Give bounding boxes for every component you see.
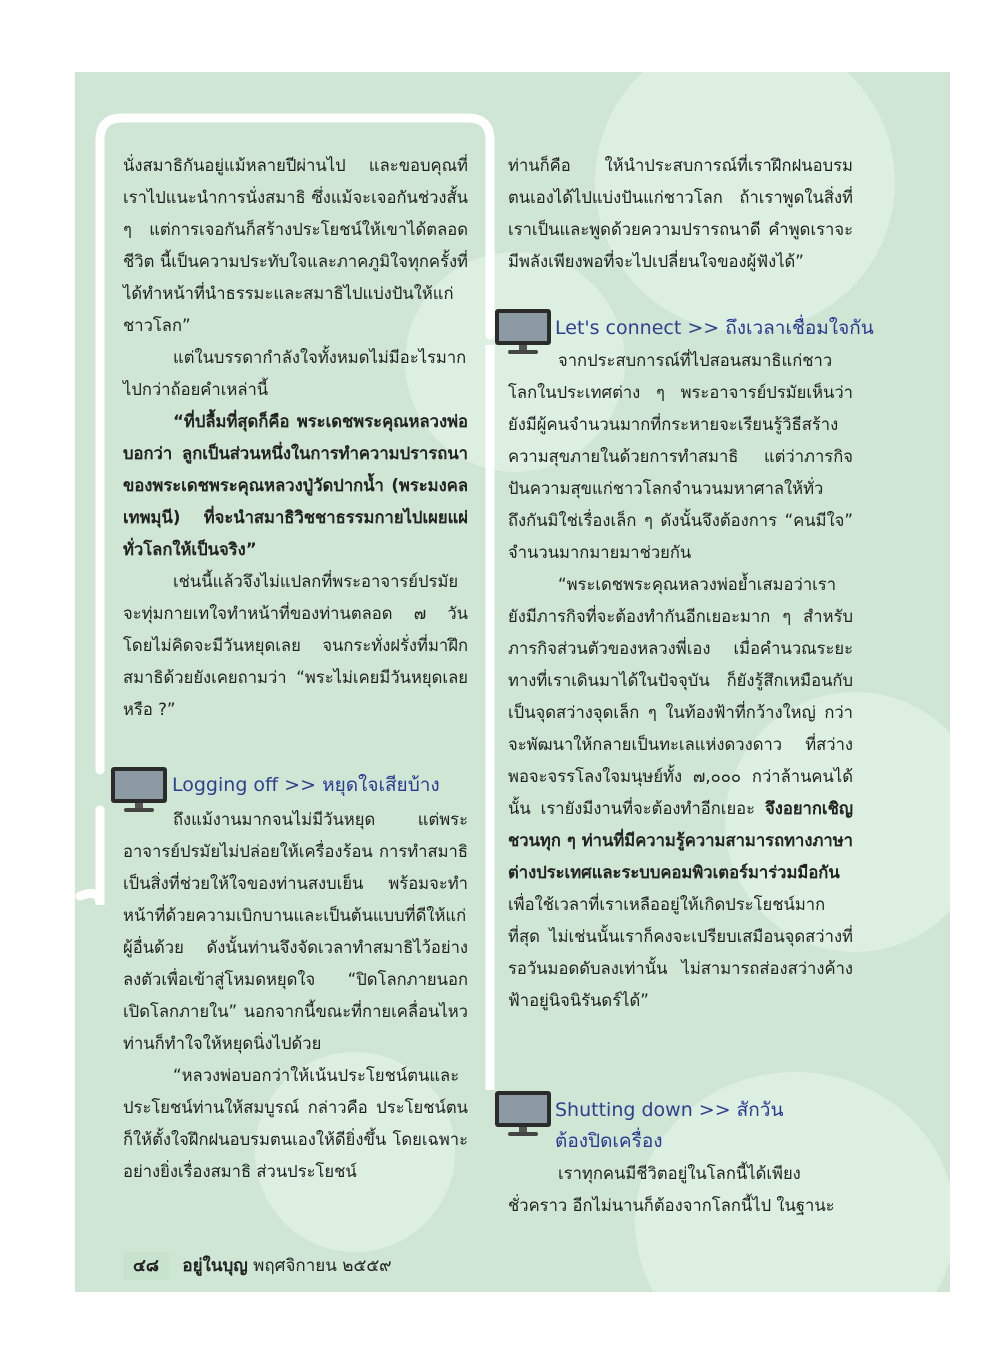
right-column-middle — [508, 345, 853, 1017]
monitor-icon — [494, 1090, 552, 1138]
right-column-bottom — [508, 1158, 853, 1222]
section-heading-logging-off — [172, 770, 440, 801]
page-footer — [123, 1252, 392, 1280]
issue-date: พฤศจิกายน ๒๕๕๙ — [253, 1256, 392, 1276]
right-column-top — [508, 150, 853, 278]
quote-paragraph — [508, 569, 853, 1017]
paragraph: แต่ในบรรดากำลังใจทั้งหมดไม่มีอะไรมากไปกว่าถ้อยคำเหล่านี้ — [123, 348, 467, 399]
heading-thai-line2: ต้องปิดเครื่อง — [555, 1130, 663, 1152]
quote-text: เพื่อใช้เวลาที่เราเหลืออยู่ให้เกิดประโยชน์มากที่สุด ไม่เช่นนั้นเราก็คงจะเปรียบเสมือนจุดสว่างที่รอวันมอดดับลงเท่านั้น ไม่สามารถส่องสว่างค้างฟ้าอยู่นิจนิรันดร์ได้” — [508, 895, 853, 1010]
heading-english: Logging off >> — [172, 774, 317, 796]
quote-paragraph: “ที่ปลื้มที่สุดก็คือ พระเดชพระคุณหลวงพ่อบอกว่า ลูกเป็นส่วนหนึ่งในการทำความปรารถนาของพระเดชพระคุณหลวงปู่วัดปากน้ำ (พระมงคลเทพมุนี) ที่จะนำสมาธิวิชชาธรรมกายไปเผยแผ่ทั่วโลกให้เป็นจริง” — [123, 412, 468, 559]
heading-thai: ถึงเวลาเชื่อมใจกัน — [725, 317, 874, 339]
quote-text: “พระเดชพระคุณหลวงพ่อย้ำเสมอว่าเรายังมีภารกิจที่จะต้องทำกันอีกเยอะมาก ๆ สำหรับภารกิจส่วนตัวของหลวงพี่เอง เมื่อคำนวณระยะทางที่เราเดินมาได้ในปัจจุบัน ก็ยังรู้สึกเหมือนกับเป็นจุดสว่างจุดเล็ก ๆ ในท้องฟ้าที่กว้างใหญ่ กว่าจะพัฒนาให้กลายเป็นทะเลแห่งดวงดาว ที่สว่างพอจะจรรโลงใจมนุษย์ทั้ง ๗,๐๐๐ กว่าล้านคนได้นั้น เรายังมีงานที่จะต้องทำอีกเยอะ — [508, 575, 853, 818]
paragraph: เราทุกคนมีชีวิตอยู่ในโลกนี้ได้เพียงชั่วคราว อีกไม่นานก็ต้องจากโลกนี้ไป ในฐานะ — [508, 1164, 835, 1215]
paragraph: เช่นนี้แล้วจึงไม่แปลกที่พระอาจารย์ปรมัยจะทุ่มกายเทใจทำหน้าที่ของท่านตลอด ๗ วัน โดยไม่คิดจะมีวันหยุดเลย จนกระทั่งฝรั่งที่มาฝึกสมาธิด้วยยังเคยถามว่า “พระไม่เคยมีวันหยุดเลยหรือ ?” — [123, 572, 468, 719]
left-column-top — [123, 150, 468, 726]
section-heading-shutting-down — [555, 1095, 783, 1157]
magazine-name: อยู่ในบุญ — [182, 1256, 248, 1276]
section-heading-lets-connect — [555, 313, 874, 344]
quote-text-bold: จึงอยากเชิญชวนทุก ๆ ท่านที่มีความรู้ความสามารถทางภาษาต่างประเทศและระบบคอมพิวเตอร์มาร่วมมือกัน — [508, 799, 853, 882]
paragraph: ถึงแม้งานมากจนไม่มีวันหยุด แต่พระอาจารย์ปรมัยไม่ปล่อยให้เครื่องร้อน การทำสมาธิเป็นสิ่งที่ช่วยให้ใจของท่านสงบเย็น พร้อมจะทำหน้าที่ด้วยความเบิกบานและเป็นต้นแบบที่ดีให้แก่ผู้อื่นด้วย ดังนั้นท่านจึงจัดเวลาทำสมาธิไว้อย่างลงตัวเพื่อเข้าสู่โหมดหยุดใจ “ปิดโลกภายนอก เปิดโลกภายใน” นอกจากนี้ขณะที่กายเคลื่อนไหว ท่านก็ทำใจให้หยุดนิ่งไปด้วย — [123, 810, 468, 1053]
paragraph: ท่านก็คือ ให้นำประสบการณ์ที่เราฝึกฝนอบรมตนเองได้ไปแบ่งปันแก่ชาวโลก ถ้าเราพูดในสิ่งที่เราเป็นและพูดด้วยความปรารถนาดี คำพูดเราจะมีพลังเพียงพอที่จะไปเปลี่ยนใจของผู้ฟังได้” — [508, 156, 853, 271]
paragraph: นั่งสมาธิกันอยู่แม้หลายปีผ่านไป และขอบคุณที่เราไปแนะนำการนั่งสมาธิ ซึ่งแม้จะเจอกันช่วงสั้น ๆ แต่การเจอกันก็สร้างประโยชน์ให้เขาได้ตลอดชีวิต นี้เป็นความประทับใจและภาคภูมิใจทุกครั้งที่ได้ทำหน้าที่นำธรรมะและสมาธิไปแบ่งปันให้แก่ชาวโลก” — [123, 156, 468, 335]
heading-english: Let's connect >> — [555, 317, 720, 339]
heading-thai: สักวัน — [736, 1099, 784, 1121]
heading-english: Shutting down >> — [555, 1099, 731, 1121]
paragraph: จากประสบการณ์ที่ไปสอนสมาธิแก่ชาวโลกในประเทศต่าง ๆ พระอาจารย์ปรมัยเห็นว่า ยังมีผู้คนจำนวนมากที่กระหายจะเรียนรู้วิธีสร้างความสุขภายในด้วยการทำสมาธิ แต่ว่าภารกิจปันความสุขแก่ชาวโลกจำนวนมหาศาลให้ทั่วถึงกันมิใช่เรื่องเล็ก ๆ ดังนั้นจึงต้องการ “คนมีใจ” จำนวนมากมายมาช่วยกัน — [508, 351, 853, 562]
page-number: ๔๘ — [123, 1252, 169, 1280]
paragraph: “หลวงพ่อบอกว่าให้เน้นประโยชน์ตนและประโยชน์ท่านให้สมบูรณ์ กล่าวคือ ประโยชน์ตนก็ให้ตั้งใจฝึกฝนอบรมตนเองให้ดียิ่งขึ้น โดยเฉพาะอย่างยิ่งเรื่องสมาธิ ส่วนประโยชน์ — [123, 1066, 468, 1181]
heading-thai: หยุดใจเสียบ้าง — [322, 774, 440, 796]
left-column-bottom — [123, 804, 468, 1188]
